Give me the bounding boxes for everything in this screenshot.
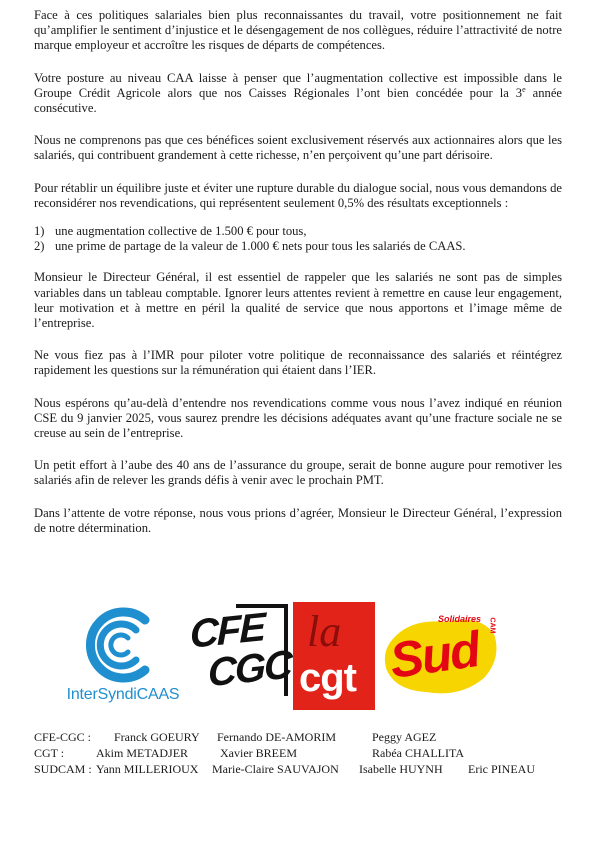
signatory-name: Eric PINEAU — [468, 762, 535, 776]
cfe-text: CFE — [190, 605, 264, 657]
paragraph-hopes: Nous espérons qu’au-delà d’entendre nos revendications comme vous nous l’avez indiqué en réunion CSE du 9 janvier 2025, vous saurez prendre les décisions adéquates avant qu’une fracture sociale ne se creuse au sein de l’entreprise. — [34, 395, 562, 441]
signatory-row-cfe-cgc — [34, 729, 574, 745]
signatory-name: Yann MILLERIOUX — [96, 762, 199, 776]
signatory-name: Franck GOEURY — [114, 730, 200, 744]
cgt-la-text: la — [307, 607, 342, 656]
paragraph-caa-posture — [34, 71, 562, 117]
list-number: 2) — [34, 239, 45, 254]
paragraph-caa-posture-text: Votre posture au niveau CAA laisse à penser que l’augmentation collective est impossible dans le Groupe Crédit Agricole alors que nos Caisses Régionales l’ont bien concédée pour la 3 — [34, 70, 562, 100]
sud-logo — [380, 600, 502, 710]
intersyndicaas-label: InterSyndiCAAS — [66, 686, 180, 703]
demands-list — [34, 224, 562, 254]
paragraph-shareholders: Nous ne comprenons pas que ces bénéfices soient exclusivement réservés aux actionnaires alors que les salariés, qui contribuent grandement à cette richesse, n’en perçoivent qu’une part dérisoire. — [34, 133, 562, 163]
sud-tag-text: Solidaires — [438, 614, 482, 624]
paragraph-anniversary: Un petit effort à l’aube des 40 ans de l’assurance du groupe, serait de bonne augure pour remotiver les salariés afin de relever les grands défis à venir avec le prochain PMT. — [34, 458, 562, 488]
signatory-name: Xavier BREEM — [220, 746, 297, 760]
list-text: une augmentation collective de 1.500 € pour tous, — [55, 224, 307, 239]
signatory-name: Isabelle HUYNH — [359, 762, 443, 776]
paragraph-closing: Dans l’attente de votre réponse, nous vous prions d’agréer, Monsieur le Directeur Général, l’expression de notre détermination. — [34, 505, 562, 535]
sud-cam-text: CAM — [488, 617, 496, 634]
ordinal-superscript: e — [522, 84, 526, 94]
cgt-name-text: cgt — [299, 656, 356, 700]
list-item — [34, 239, 562, 254]
letter-body — [34, 8, 562, 553]
union-label: CFE-CGC : — [34, 730, 92, 744]
signatory-row-sudcam — [34, 761, 574, 777]
signatories-block — [34, 729, 574, 777]
cgc-text: CGC — [208, 642, 291, 696]
union-label: SUDCAM : — [34, 762, 92, 776]
paragraph-demands-intro: Pour rétablir un équilibre juste et éviter une rupture durable du dialogue social, nous vous demandons de reconsidérer nos revendications, qui représentent seulement 0,5% des résultats exceptionnels : — [34, 180, 562, 210]
signatory-name: Peggy AGEZ — [372, 730, 437, 744]
paragraph-caa-posture-end: année consécutive. — [34, 85, 563, 116]
list-item — [34, 224, 562, 239]
paragraph-salary-policies: Face à ces politiques salariales bien plus reconnaissantes du travail, votre positionnement ne fait qu’amplifier le sentiment d’injustice et le désengagement de nos collègues, réduire l’attractivité de notre marque employeur et accroître les risques de départs de compétences. — [34, 8, 562, 53]
list-number: 1) — [34, 224, 45, 239]
sud-name-text: Sud — [386, 621, 482, 689]
signatory-name: Rabéa CHALLITA — [372, 746, 465, 760]
signatory-name: Akim METADJER — [96, 746, 189, 760]
union-label: CGT : — [34, 746, 65, 760]
signatory-name: Fernando DE-AMORIM — [217, 730, 336, 744]
union-logos — [62, 598, 562, 710]
paragraph-imr: Ne vous fiez pas à l’IMR pour piloter votre politique de reconnaissance des salariés et réintégrez rapidement les questions sur la rémunération qui étaient dans l’IER. — [34, 348, 562, 378]
paragraph-director: Monsieur le Directeur Général, il est essentiel de rappeler que les salariés ne sont pas de simples variables dans un tableau comptable. Ignorer leurs attentes revient à remettre en cause leur engagement, leur motivation et à mettre en péril la qualité de service que nous apportons et l’image même de l’entreprise. — [34, 270, 562, 331]
intersyndicaas-logo — [62, 598, 184, 710]
signatory-name: Marie-Claire SAUVAJON — [212, 762, 339, 776]
cfe-cgc-logo — [190, 604, 290, 704]
cgt-logo — [293, 602, 375, 710]
list-text: une prime de partage de la valeur de 1.000 € nets pour tous les salariés de CAAS. — [55, 239, 466, 254]
signatory-row-cgt — [34, 745, 574, 761]
